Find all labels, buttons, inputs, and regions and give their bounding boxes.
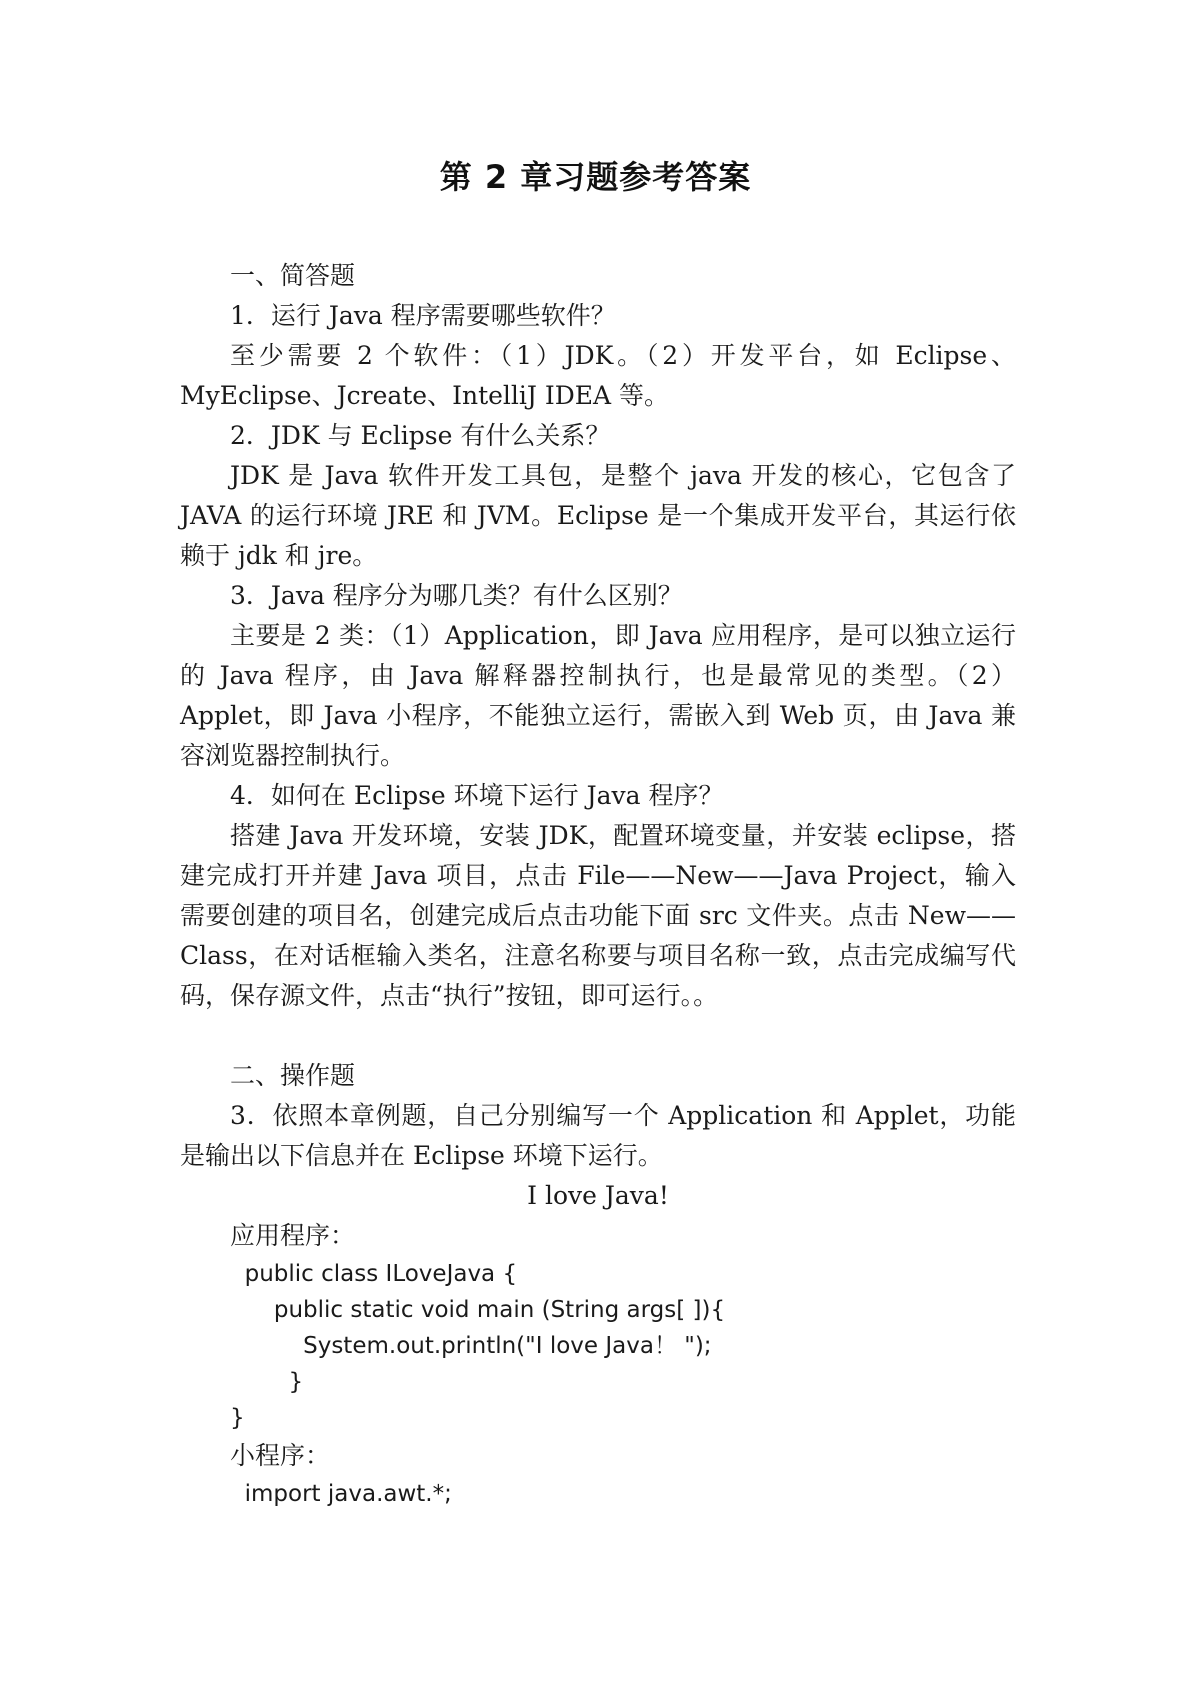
question-4: 4．如何在 Eclipse 环境下运行 Java 程序？ bbox=[230, 781, 724, 810]
document-body bbox=[180, 256, 1016, 1512]
question-1: 1．运行 Java 程序需要哪些软件？ bbox=[230, 301, 616, 330]
question-2: 2．JDK 与 Eclipse 有什么关系？ bbox=[230, 421, 611, 450]
code-line: public static void main (String args[ ]){ bbox=[230, 1297, 726, 1323]
section-heading: 二、操作题 bbox=[230, 1061, 356, 1090]
answer-1: 至少需要 2 个软件：（1）JDK。（2）开发平台，如 Eclipse、MyEclipse、Jcreate、IntelliJ IDEA 等。 bbox=[180, 341, 1016, 410]
output-text: I love Java! bbox=[527, 1181, 669, 1210]
exercise-3-question: 3．依照本章例题，自己分别编写一个 Application 和 Applet，功能是输出以下信息并在 Eclipse 环境下运行。 bbox=[180, 1101, 1016, 1170]
applet-label: 小程序： bbox=[230, 1441, 331, 1470]
code-line: } bbox=[230, 1369, 304, 1395]
application-code-block bbox=[180, 1256, 1016, 1436]
applet-code-block bbox=[180, 1476, 1016, 1512]
question-3: 3．Java 程序分为哪几类？有什么区别？ bbox=[230, 581, 683, 610]
section-heading: 一、简答题 bbox=[230, 261, 356, 290]
section-spacer bbox=[180, 1016, 1016, 1056]
page-title: 第 2 章习题参考答案 bbox=[439, 158, 752, 196]
code-line: import java.awt.*; bbox=[230, 1481, 452, 1507]
code-line: public class ILoveJava { bbox=[230, 1261, 518, 1287]
answer-2: JDK 是 Java 软件开发工具包，是整个 java 开发的核心，它包含了 JAVA 的运行环境 JRE 和 JVM。Eclipse 是一个集成开发平台，其运行依赖于 jdk 和 jre。 bbox=[180, 461, 1016, 570]
code-line: System.out.println("I love Java！ "); bbox=[230, 1333, 712, 1359]
application-label: 应用程序： bbox=[230, 1221, 356, 1250]
answer-4: 搭建 Java 开发环境，安装 JDK，配置环境变量，并安装 eclipse，搭建完成打开并建 Java 项目，点击 File——New——Java Project，输入需要创建的项目名，创建完成后点击功能下面 src 文件夹。点击 New——Class，在对话框输入类名，注意名称要与项目名称一致，点击完成编写代码，保存源文件，点击“执行”按钮，即可运行。。 bbox=[180, 821, 1016, 1010]
answer-3: 主要是 2 类：（1）Application，即 Java 应用程序，是可以独立运行的 Java 程序，由 Java 解释器控制执行，也是最常见的类型。（2）Applet，即 Java 小程序，不能独立运行，需嵌入到 Web 页，由 Java 兼容浏览器控制执行。 bbox=[180, 621, 1016, 770]
code-line: } bbox=[230, 1405, 245, 1431]
